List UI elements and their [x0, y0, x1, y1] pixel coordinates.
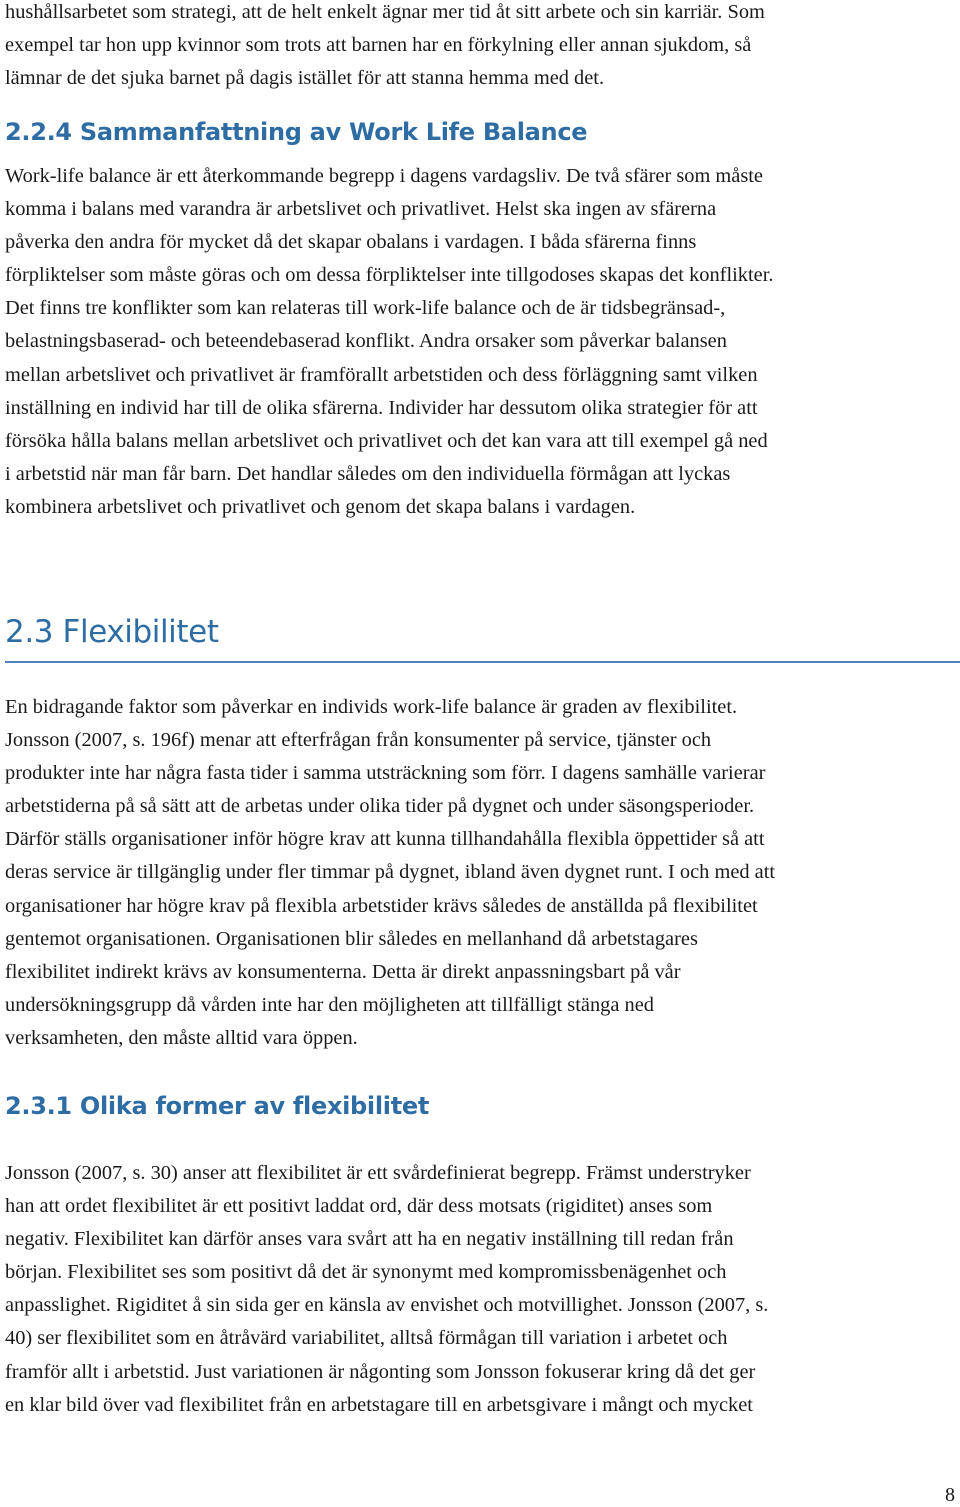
section-heading-2-2-4: 2.2.4 Sammanfattning av Work Life Balance [5, 118, 588, 146]
text-line: försöka hålla balans mellan arbetslivet och privatlivet och det kan vara att till exempel gå ned [5, 429, 768, 452]
text-line: anpasslighet. Rigiditet å sin sida ger en känsla av envishet och motvillighet. Jonsson (2007, s. [5, 1294, 769, 1317]
page-number: 8 [945, 1484, 955, 1506]
section-heading-2-3-1: 2.3.1 Olika former av flexibilitet [5, 1092, 430, 1120]
text-line: Det finns tre konflikter som kan relateras till work-life balance och de är tidsbegränsad-, [5, 297, 726, 320]
text-line: han att ordet flexibilitet är ett positivt laddat ord, där dess motsats (rigiditet) anses som [5, 1195, 713, 1218]
text-line: början. Flexibilitet ses som positivt då det är synonymt med kompromissbenägenhet och [5, 1261, 727, 1284]
text-line: exempel tar hon upp kvinnor som trots att barnen har en förkylning eller annan sjukdom, så [5, 34, 752, 57]
text-line: Därför ställs organisationer inför högre krav att kunna tillhandahålla flexibla öppettider så att [5, 828, 765, 851]
text-line: lämnar de det sjuka barnet på dagis istället för att stanna hemma med det. [5, 67, 605, 90]
paragraph-flexibility [5, 691, 960, 1055]
text-line: hushållsarbetet som strategi, att de helt enkelt ägnar mer tid åt sitt arbete och sin karriär. Som [5, 1, 765, 23]
text-line: deras service är tillgänglig under fler timmar på dygnet, ibland även dygnet runt. I och med att [5, 861, 776, 884]
text-line: 40) ser flexibilitet som en åtråvärd variabilitet, alltså förmågan till variation i arbetet och [5, 1327, 728, 1350]
text-line: inställning en individ har till de olika sfärerna. Individer har dessutom olika strategier för att [5, 396, 758, 419]
text-line: gentemot organisationen. Organisationen blir således en mellanhand då arbetstagares [5, 927, 698, 950]
text-line: påverka den andra för mycket då det skapar obalans i vardagen. I båda sfärerna finns [5, 231, 697, 254]
text-line: Jonsson (2007, s. 196f) menar att efterfrågan från konsumenter på service, tjänster och [5, 729, 712, 752]
text-line: undersökningsgrupp då vården inte har den möjligheten att tillfälligt stänga ned [5, 993, 654, 1016]
text-line: förpliktelser som måste göras och om dessa förpliktelser inte tillgodoses skapas det konflikter. [5, 264, 774, 287]
text-line: i arbetstid när man får barn. Det handlar således om den individuella förmågan att lyckas [5, 462, 731, 485]
text-line: flexibilitet indirekt krävs av konsumenterna. Detta är direkt anpassningsbart på vår [5, 960, 681, 983]
text-line: belastningsbaserad- och beteendebaserad konflikt. Andra orsaker som påverkar balansen [5, 330, 727, 353]
text-line: En bidragande faktor som påverkar en individs work-life balance är graden av flexibilitet. [5, 696, 738, 718]
text-line: verksamheten, den måste alltid vara öppen. [5, 1026, 358, 1049]
text-line: kombinera arbetslivet och privatlivet och genom det skapa balans i vardagen. [5, 495, 636, 518]
text-line: framför allt i arbetstid. Just variationen är någonting som Jonsson fokuserar kring då det ger [5, 1360, 756, 1383]
text-line: mellan arbetslivet och privatlivet är framförallt arbetstiden och dess förläggning samt vilken [5, 363, 758, 386]
text-line: komma i balans med varandra är arbetslivet och privatlivet. Helst ska ingen av sfärerna [5, 198, 717, 221]
text-line: Work-life balance är ett återkommande begrepp i dagens vardagsliv. De två sfärer som måste [5, 165, 763, 187]
paragraph-forms-of-flexibility [5, 1157, 960, 1422]
text-line: produkter inte har några fasta tider i samma utsträckning som förr. I dagens samhälle varierar [5, 762, 766, 785]
heading-underline [5, 661, 960, 663]
text-line: Jonsson (2007, s. 30) anser att flexibilitet är ett svårdefinierat begrepp. Främst understryker [5, 1162, 751, 1184]
text-line: arbetstiderna på så sätt att de arbetas under olika tider på dygnet och under säsongsperioder. [5, 795, 755, 818]
section-heading-2-3: 2.3 Flexibilitet [5, 614, 219, 650]
paragraph-summary [5, 160, 960, 524]
text-line: negativ. Flexibilitet kan därför anses vara svårt att ha en negativ inställning till redan från [5, 1228, 734, 1251]
text-line: organisationer har högre krav på flexibla arbetstider krävs således de anställda på flexibilitet [5, 894, 758, 917]
text-line: en klar bild över vad flexibilitet från en arbetstagare till en arbetsgivare i mångt och mycket [5, 1393, 753, 1416]
paragraph-intro-continuation [5, 0, 960, 95]
